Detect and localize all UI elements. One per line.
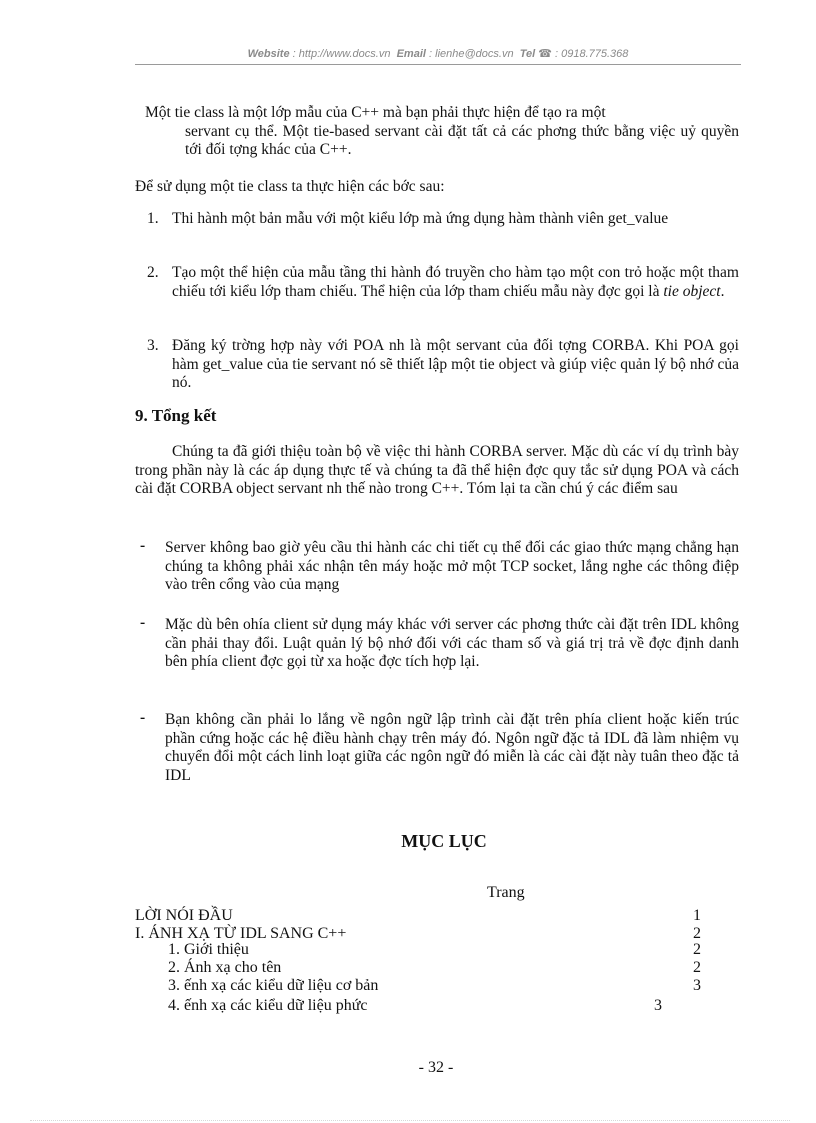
email-address[interactable]: lienhe@docs.vn	[435, 48, 514, 60]
bullet-dash: -	[140, 537, 146, 554]
bullet-dash: -	[140, 614, 146, 631]
toc-entry-page: 3	[654, 997, 662, 1014]
email-label: Email	[396, 48, 426, 60]
toc-page-header: Trang	[487, 884, 525, 901]
website-url[interactable]: http://www.docs.vn	[298, 48, 391, 60]
step-number: 3.	[147, 337, 159, 354]
section-title: 9. Tổng kết	[135, 406, 217, 425]
bullet-dash: -	[140, 709, 146, 726]
toc-entry-page: 2	[693, 925, 701, 942]
step-number: 2.	[147, 264, 159, 281]
toc-entry-page: 2	[693, 959, 701, 976]
bottom-dotted-rule	[30, 1120, 790, 1121]
tie-intro-first-line: Một tie class là một lớp mẫu của C++ mà bạn phải thực hiện để tạo ra một	[145, 104, 606, 121]
email-sep: :	[425, 48, 436, 60]
toc-entry-title[interactable]: 3. ếnh xạ các kiểu dữ liệu cơ bản	[168, 977, 379, 994]
step-number: 1.	[147, 210, 159, 227]
bullet-item	[140, 539, 739, 595]
toc-entry-title[interactable]: 4. ếnh xạ các kiểu dữ liệu phức	[168, 997, 368, 1014]
toc-entry-page: 2	[693, 941, 701, 958]
step-item	[147, 337, 739, 393]
page-header	[135, 47, 741, 60]
toc-entry-title[interactable]: 2. Ánh xạ cho tên	[168, 959, 282, 976]
step-text-emphasis: tie object	[663, 282, 721, 300]
step-text	[172, 264, 739, 301]
tel-number: 0918.775.368	[561, 48, 629, 60]
bullet-text: Mặc dù bên ohía client sử dụng máy khác với server các phơng thức cài đặt trên IDL không cần phải thay đổi. Luật quản lý bộ nhớ đối với các tham số và giá trị trả về đợc định danh bên phía client đợc gọi từ xa hoặc đợc tích hợp lại.	[165, 616, 739, 670]
bullet-text: Server không bao giờ yêu cầu thi hành các chi tiết cụ thể đối các giao thức mạng chẳng hạn chúng ta không phải xác nhận tên máy hoặc mở một TCP socket, lắng nghe các thông điệp vào trên cổng vào của mạng	[165, 539, 739, 593]
header-rule	[135, 64, 741, 65]
bullet-text: Bạn không cần phải lo lắng về ngôn ngữ lập trình cài đặt trên phía client hoặc kiến trúc phần cứng hoặc các hệ điều hành chạy trên máy đó. Ngôn ngữ đặc tả IDL đã làm nhiệm vụ chuyển đổi một cách linh loạt giữa các ngôn ngữ đó miễn là các cài đặt này tuân theo đặc tả IDL	[165, 711, 739, 784]
toc-entry-page: 3	[693, 977, 701, 994]
toc-entry-title[interactable]: LỜI NÓI ĐẦU	[135, 907, 233, 924]
step-text: Thi hành một bản mẫu với một kiểu lớp mà ứng dụng hàm thành viên get_value	[172, 210, 669, 227]
step-text-main: Tạo một thể hiện của mẫu tầng thi hành đó truyền cho hàm tạo một con trỏ hoặc một tham chiếu tới kiểu lớp tham chiếu. Thể hiện của lớp tham chiếu mẫu này đợc gọi là	[172, 264, 739, 300]
summary-paragraph: Chúng ta đã giới thiệu toàn bộ về việc thi hành CORBA server. Mặc dù các ví dụ trình bày trong phần này là các áp dụng thực tế và chúng ta đã thể hiện đợc quy tắc sử dụng POA và cách cài đặt CORBA object servant nh thế nào trong C++. Tóm lại ta cần chú ý các điểm sau	[135, 443, 739, 497]
tie-class-intro	[145, 104, 739, 160]
step-item	[147, 210, 739, 229]
website-sep: :	[289, 48, 299, 60]
toc-title: MỤC LỤC	[401, 831, 487, 851]
toc-entry-title[interactable]: 1. Giới thiệu	[168, 941, 249, 958]
tel-sep: :	[551, 48, 562, 60]
tie-intro-rest: servant cụ thể. Một tie-based servant cài đặt tất cả các phơng thức bằng việc uỷ quyền tới đối tợng khác của C++.	[185, 122, 739, 158]
toc-entry-title[interactable]: I. ÁNH XẠ TỪ IDL SANG C++	[135, 925, 347, 942]
website-label: Website	[247, 48, 290, 60]
step-text: Đăng ký trờng hợp này với POA nh là một servant của đối tợng CORBA. Khi POA gọi hàm get_value của tie servant nó sẽ thiết lập một tie object và giúp việc quản lý bộ nhớ của nó.	[172, 337, 739, 391]
step-item	[147, 264, 739, 301]
bullet-item	[140, 616, 739, 672]
tel-label: Tel ☎	[519, 48, 552, 60]
step-text-end: .	[720, 282, 725, 300]
bullet-item	[140, 711, 739, 785]
page-number: - 32 -	[418, 1059, 454, 1076]
toc-entry-page: 1	[693, 907, 701, 924]
steps-intro: Để sử dụng một tie class ta thực hiện các bớc sau:	[135, 178, 445, 195]
